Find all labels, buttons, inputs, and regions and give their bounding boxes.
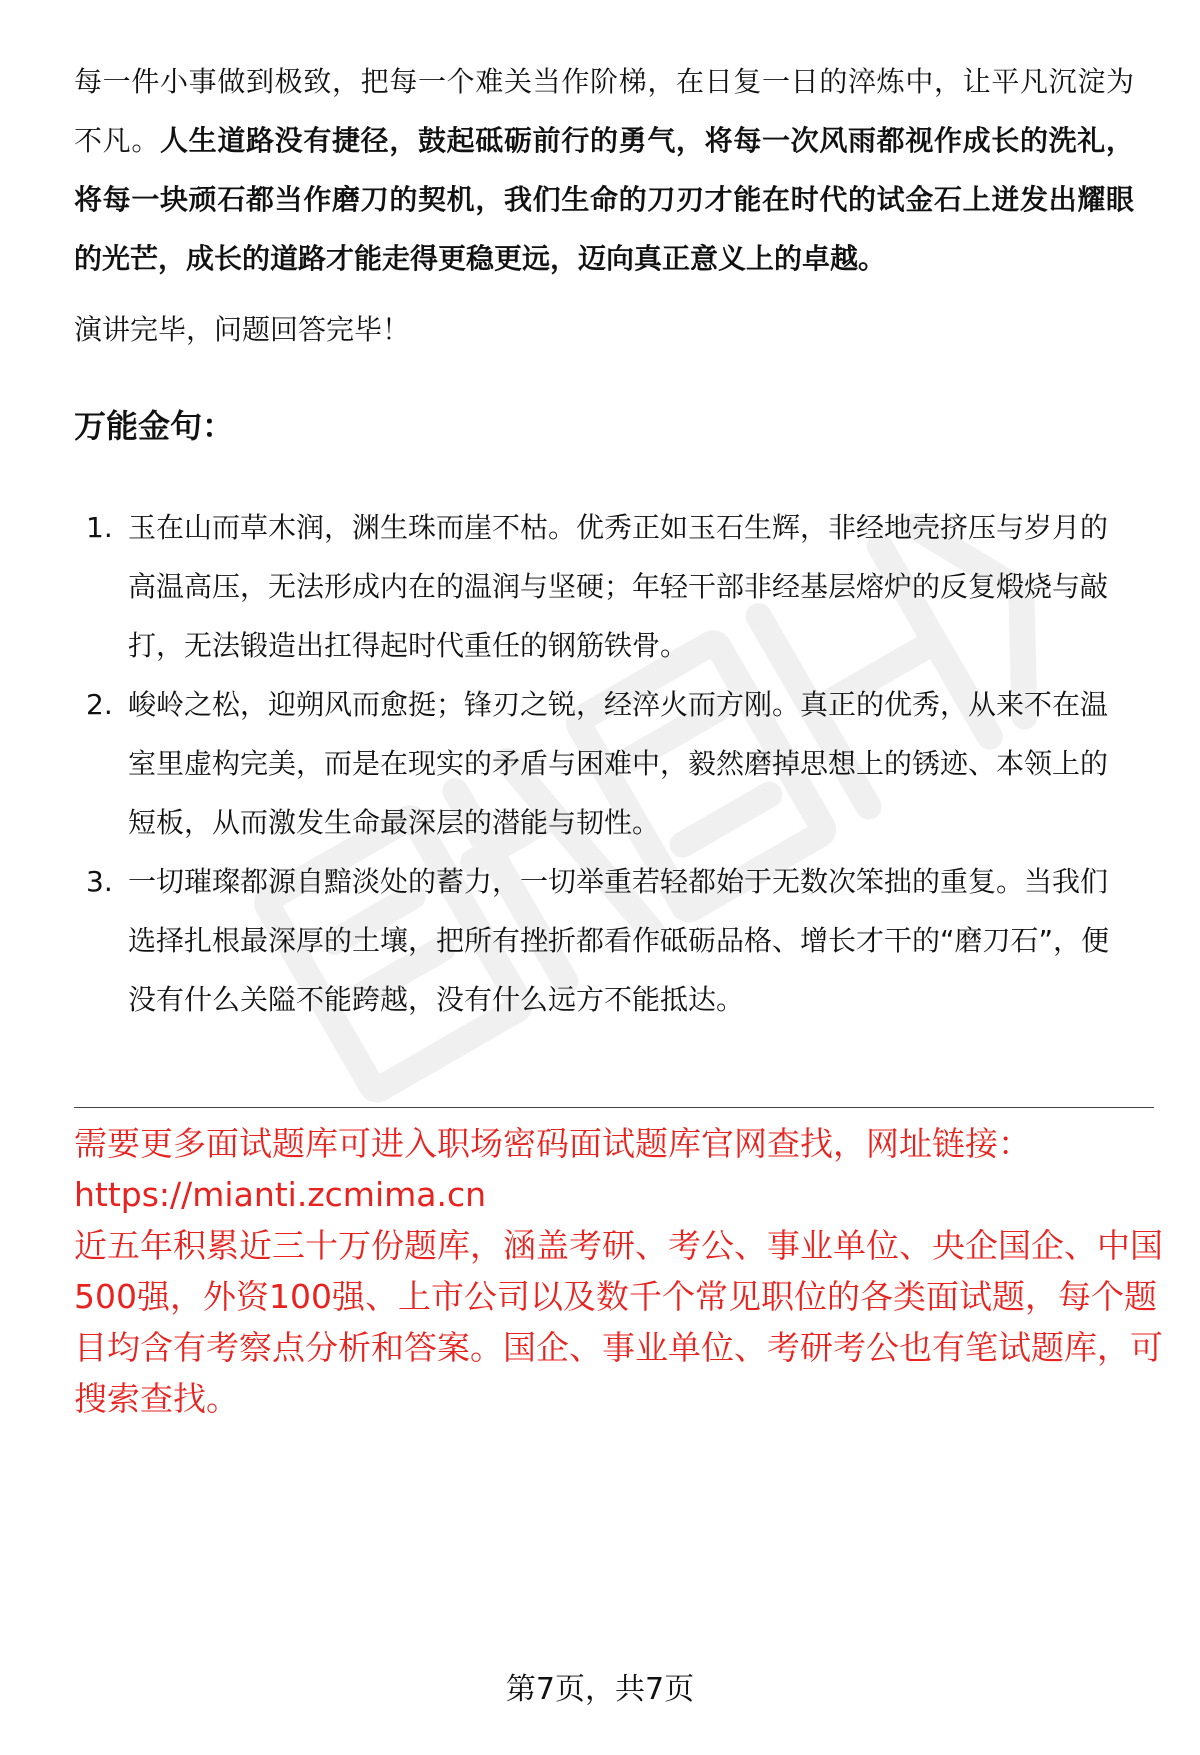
intro-text-bold: 人生道路没有捷径，鼓起砥砺前行的勇气，将每一次风雨都视作成长的洗礼，将每一块顽石都当作磨刀的契机，我们生命的刀刃才能在时代的试金石上迸发出耀眼的光芒，成长的道路才能走得更稳更远，迈向真正意义上的卓越。 (74, 124, 1134, 275)
main-content (74, 52, 1134, 1029)
list-item-text: 玉在山而草木润，渊生珠而崖不枯。优秀正如玉石生辉，非经地壳挤压与岁月的高温高压，无法形成内在的温润与坚硬；年轻干部非经基层熔炉的反复煅烧与敲打，无法锻造出扛得起时代重任的钢筋铁骨。 (128, 511, 1109, 662)
quote-list (74, 498, 1134, 1029)
promo-url-link[interactable]: https://mianti.zcmima.cn (74, 1175, 487, 1214)
list-item-number: 2. (86, 688, 113, 721)
list-item (74, 852, 1134, 1029)
section-divider (74, 1107, 1154, 1108)
section-heading: 万能金句： (74, 407, 235, 445)
promo-block (74, 1118, 1164, 1424)
list-item (74, 675, 1134, 852)
list-item-text: 峻岭之松，迎朔风而愈挺；锋刃之锐，经淬火而方刚。真正的优秀，从来不在温室里虚构完美，而是在现实的矛盾与困难中，毅然磨掉思想上的锈迹、本领上的短板，从而激发生命最深层的潜能与韧性。 (128, 688, 1109, 839)
intro-paragraph (74, 52, 1134, 288)
list-item (74, 498, 1134, 675)
list-item-text: 一切璀璨都源自黯淡处的蓄力，一切举重若轻都始于无数次笨拙的重复。当我们选择扎根最深厚的土壤，把所有挫折都看作砥砺品格、增长才干的“磨刀石”，便没有什么关隘不能跨越，没有什么远方不能抵达。 (128, 865, 1110, 1016)
list-item-number: 1. (86, 511, 113, 544)
list-item-number: 3. (86, 865, 113, 898)
closing-remark: 演讲完毕，问题回答完毕！ (74, 313, 411, 346)
promo-line: 需要更多面试题库可进入职场密码面试题库官网查找，网址链接： (74, 1124, 1031, 1163)
promo-description: 近五年积累近三十万份题库，涵盖考研、考公、事业单位、央企国企、中国500强，外资100强、上市公司以及数千个常见职位的各类面试题，每个题目均含有考察点分析和答案。国企、事业单位、考研考公也有笔试题库，可搜索查找。 (74, 1226, 1163, 1418)
page-number-footer: 第7页，共7页 (505, 1672, 695, 1707)
intro-text-normal: 每一件小事做到极致，把每一个难关当作阶梯，在日复一日的淬炼中，让平凡沉淀为不凡。 (74, 65, 1134, 157)
